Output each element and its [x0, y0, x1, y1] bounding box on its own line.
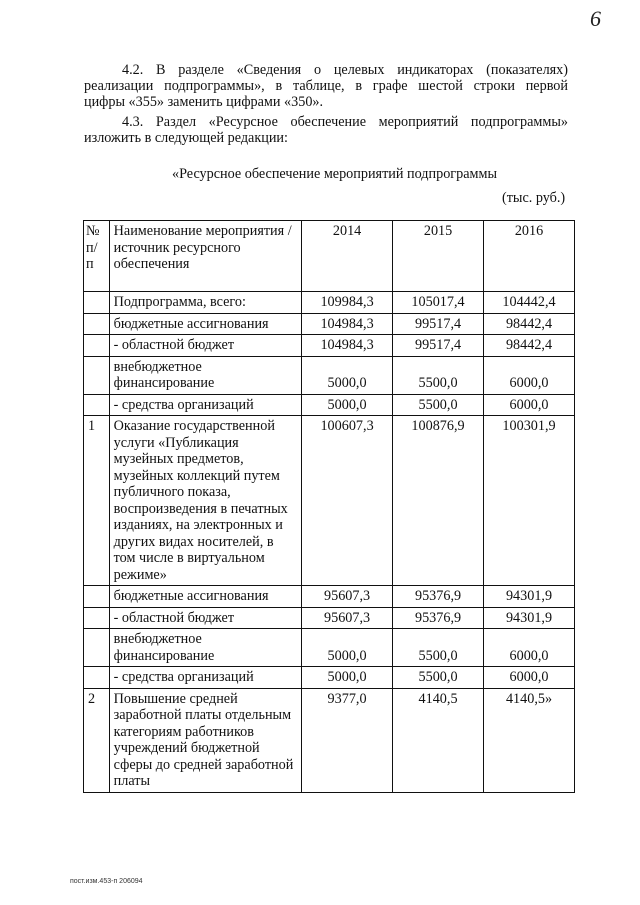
- cell-name: Подпрограмма, всего:: [109, 292, 301, 314]
- cell-number: 1: [84, 416, 110, 586]
- table-row: [84, 586, 575, 608]
- cell-2016: 4140,5»: [484, 688, 575, 792]
- cell-2015: 105017,4: [393, 292, 484, 314]
- cell-2014: 104984,3: [302, 313, 393, 335]
- table-row: [84, 667, 575, 689]
- paragraph-line: изложить в следующей редакции:: [84, 130, 288, 146]
- cell-2016: 6000,0: [484, 629, 575, 667]
- cell-number: [84, 607, 110, 629]
- header-2014: 2014: [302, 221, 393, 292]
- cell-2016: 6000,0: [484, 667, 575, 689]
- cell-number: [84, 356, 110, 394]
- cell-number: [84, 394, 110, 416]
- cell-name: Оказание государственной услуги «Публикация музейных предметов, музейных коллекций путем публичного показа, воспроизведения в печатных изданиях, на электронных и других видах носителей, в том числе в виртуальном режиме»: [109, 416, 301, 586]
- resource-table: [83, 220, 575, 793]
- cell-2015: 100876,9: [393, 416, 484, 586]
- paragraph-line: 4.3. Раздел «Ресурсное обеспечение мероприятий подпрограммы»: [122, 114, 568, 130]
- header-name: Наименование мероприятия / источник ресурсного обеспечения: [109, 221, 301, 292]
- cell-2014: 5000,0: [302, 356, 393, 394]
- paragraph-line: цифры «355» заменить цифрами «350».: [84, 94, 324, 110]
- table-header-row: [84, 221, 575, 292]
- cell-2016: 6000,0: [484, 356, 575, 394]
- cell-name: бюджетные ассигнования: [109, 313, 301, 335]
- header-2016: 2016: [484, 221, 575, 292]
- cell-2014: 5000,0: [302, 394, 393, 416]
- units-label: (тыс. руб.): [502, 190, 566, 206]
- cell-2015: 5500,0: [393, 356, 484, 394]
- cell-2014: 5000,0: [302, 629, 393, 667]
- cell-2014: 95607,3: [302, 607, 393, 629]
- cell-2016: 104442,4: [484, 292, 575, 314]
- cell-number: [84, 586, 110, 608]
- table-row: [84, 629, 575, 667]
- table-row: [84, 356, 575, 394]
- paragraph-4-2: [84, 62, 568, 110]
- cell-2016: 98442,4: [484, 313, 575, 335]
- cell-2014: 95607,3: [302, 586, 393, 608]
- paragraph-line: реализации подпрограммы», в таблице, в графе шестой строки первой: [84, 78, 568, 94]
- table-row: [84, 335, 575, 357]
- cell-2016: 94301,9: [484, 586, 575, 608]
- cell-name: внебюджетное финансирование: [109, 356, 301, 394]
- table-row: [84, 416, 575, 586]
- cell-2016: 100301,9: [484, 416, 575, 586]
- footer-code: пост.изм.453-п 206094: [70, 878, 143, 885]
- cell-number: [84, 313, 110, 335]
- cell-2014: 5000,0: [302, 667, 393, 689]
- cell-name: - средства организаций: [109, 667, 301, 689]
- cell-name: - средства организаций: [109, 394, 301, 416]
- table-row: [84, 292, 575, 314]
- header-number: № п/п: [84, 221, 110, 292]
- cell-number: [84, 335, 110, 357]
- cell-2015: 99517,4: [393, 313, 484, 335]
- cell-name: - областной бюджет: [109, 607, 301, 629]
- cell-2014: 9377,0: [302, 688, 393, 792]
- cell-name: внебюджетное финансирование: [109, 629, 301, 667]
- cell-2015: 95376,9: [393, 607, 484, 629]
- table-caption: «Ресурсное обеспечение мероприятий подпрограммы: [172, 166, 497, 182]
- paragraph-line: 4.2. В разделе «Сведения о целевых индикаторах (показателях): [122, 62, 568, 78]
- cell-2015: 5500,0: [393, 667, 484, 689]
- cell-2016: 94301,9: [484, 607, 575, 629]
- cell-2016: 98442,4: [484, 335, 575, 357]
- header-2015: 2015: [393, 221, 484, 292]
- cell-number: 2: [84, 688, 110, 792]
- cell-name: - областной бюджет: [109, 335, 301, 357]
- cell-2014: 100607,3: [302, 416, 393, 586]
- cell-2016: 6000,0: [484, 394, 575, 416]
- cell-name: Повышение средней заработной платы отдельным категориям работников учреждений бюджетной сферы до средней заработной платы: [109, 688, 301, 792]
- cell-number: [84, 292, 110, 314]
- cell-number: [84, 629, 110, 667]
- cell-number: [84, 667, 110, 689]
- table-row: [84, 394, 575, 416]
- cell-2015: 99517,4: [393, 335, 484, 357]
- cell-2014: 104984,3: [302, 335, 393, 357]
- cell-2015: 5500,0: [393, 394, 484, 416]
- table-row: [84, 607, 575, 629]
- page-number: 6: [590, 6, 601, 31]
- table-row: [84, 688, 575, 792]
- table-row: [84, 313, 575, 335]
- cell-2015: 95376,9: [393, 586, 484, 608]
- paragraph-4-3: [84, 114, 568, 146]
- cell-2015: 5500,0: [393, 629, 484, 667]
- cell-2015: 4140,5: [393, 688, 484, 792]
- cell-2014: 109984,3: [302, 292, 393, 314]
- cell-name: бюджетные ассигнования: [109, 586, 301, 608]
